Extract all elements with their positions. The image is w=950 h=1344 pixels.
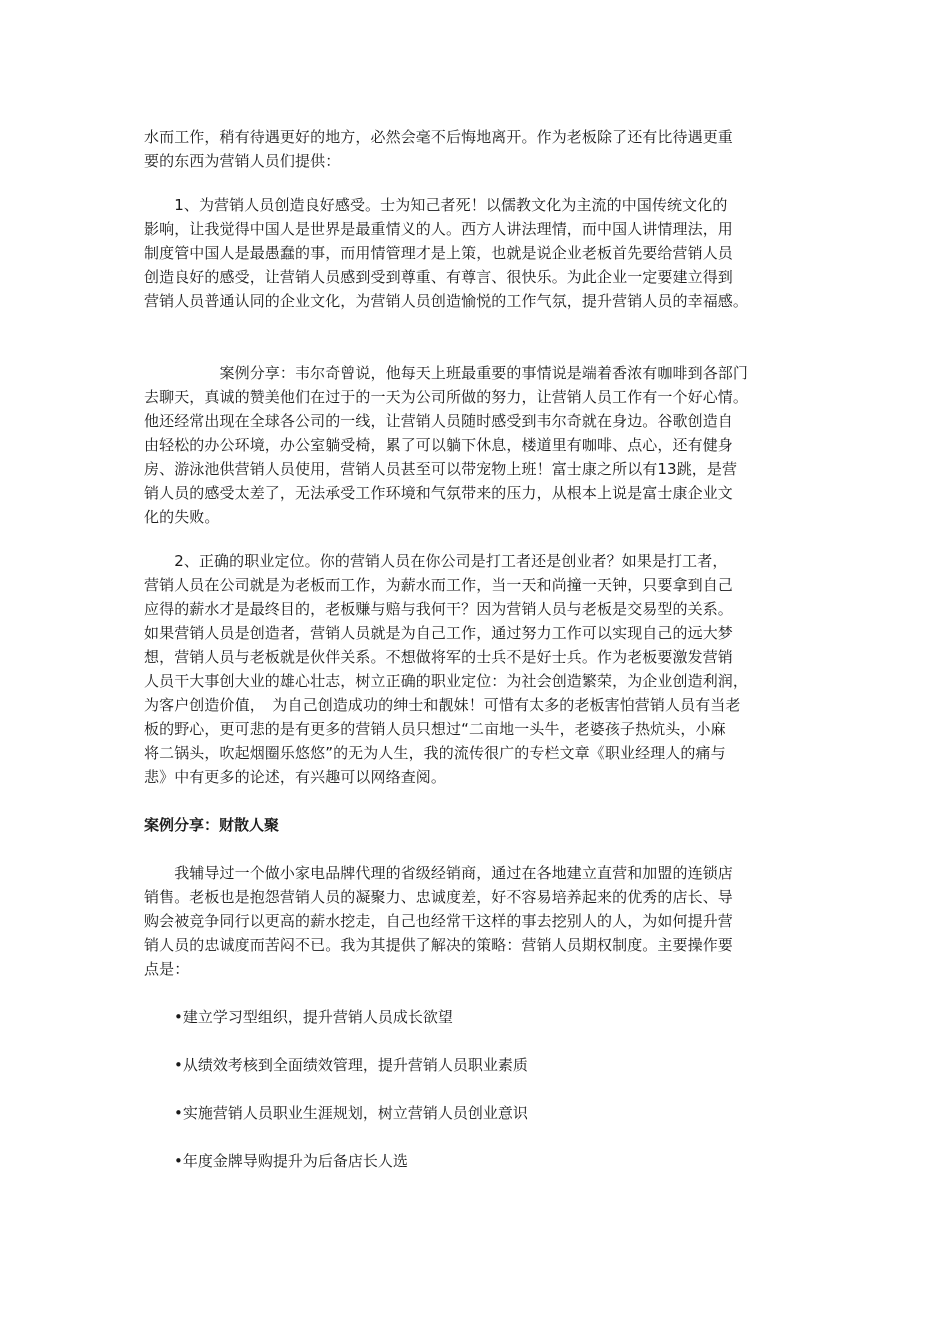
paragraph-case-welch — [144, 361, 812, 529]
text-line: 悲》中有更多的论述，有兴趣可以网络查阅。 — [144, 768, 447, 786]
bullet-item: •年度金牌导购提升为后备店长人选 — [144, 1152, 408, 1170]
text-line: 将二锅头，吹起烟圈乐悠悠”的无为人生，我的流传很广的专栏文章《职业经理人的痛与 — [144, 744, 726, 762]
bullet-item: •从绩效考核到全面绩效管理，提升营销人员职业素质 — [144, 1056, 528, 1074]
bullet-item: •建立学习型组织，提升营销人员成长欲望 — [144, 1008, 453, 1026]
text-line: 1、为营销人员创造良好感受。士为知己者死！以儒教文化为主流的中国传统文化的 — [144, 196, 728, 214]
text-line: 影响，让我觉得中国人是世界是最重情义的人。西方人讲法理情，而中国人讲情理法，用 — [144, 220, 733, 238]
text-line: 由轻松的办公环境，办公室躺受椅，累了可以躺下休息，楼道里有咖啡、点心，还有健身 — [144, 436, 733, 454]
text-line: 房、游泳池供营销人员使用，营销人员甚至可以带宠物上班！富士康之所以有13跳，是营 — [144, 460, 738, 478]
text-line: 2、正确的职业定位。你的营销人员在你公司是打工者还是创业者？如果是打工者， — [144, 552, 728, 570]
section-heading: 案例分享：财散人聚 — [144, 816, 280, 834]
text-line: 销售。老板也是抱怨营销人员的凝聚力、忠诚度差，好不容易培养起来的优秀的店长、导 — [144, 888, 733, 906]
text-line: 我辅导过一个做小家电品牌代理的省级经销商，通过在各地建立直营和加盟的连锁店 — [144, 864, 733, 882]
text-line: 要的东西为营销人员们提供： — [144, 152, 341, 170]
text-line: 化的失败。 — [144, 508, 220, 526]
text-line: 去聊天，真诚的赞美他们在过于的一天为公司所做的努力，让营销人员工作有一个好心情。 — [144, 388, 749, 406]
text-line: 创造良好的感受，让营销人员感到受到尊重、有尊言、很快乐。为此企业一定要建立得到 — [144, 268, 733, 286]
text-line: 制度管中国人是最愚蠢的事，而用情管理才是上策，也就是说企业老板首先要给营销人员 — [144, 244, 733, 262]
paragraph-point-1 — [144, 193, 812, 313]
text-line: 如果营销人员是创造者，营销人员就是为自己工作，通过努力工作可以实现自己的远大梦 — [144, 624, 733, 642]
text-line: 案例分享：韦尔奇曾说，他每天上班最重要的事情说是端着香浓有咖啡到各部门 — [144, 364, 749, 382]
paragraph-case-dealer — [144, 861, 812, 981]
text-line: 水而工作，稍有待遇更好的地方，必然会毫不后悔地离开。作为老板除了还有比待遇更重 — [144, 128, 733, 146]
text-line: 想，营销人员与老板就是伙伴关系。不想做将军的士兵不是好士兵。作为老板要激发营销 — [144, 648, 733, 666]
text-line: 购会被竞争同行以更高的薪水挖走，自己也经常干这样的事去挖别人的人，为如何提升营 — [144, 912, 733, 930]
text-line: 为客户创造价值， 为自己创造成功的绅士和靓妹！可惜有太多的老板害怕营销人员有当老 — [144, 696, 741, 714]
text-line: 应得的薪水才是最终目的，老板赚与赔与我何干？因为营销人员与老板是交易型的关系。 — [144, 600, 733, 618]
text-line: 板的野心，更可悲的是有更多的营销人员只想过“二亩地一头牛，老婆孩子热炕头，小麻 — [144, 720, 726, 738]
bullet-item: •实施营销人员职业生涯规划，树立营销人员创业意识 — [144, 1104, 528, 1122]
text-line: 他还经常出现在全球各公司的一线，让营销人员随时感受到韦尔奇就在身边。谷歌创造自 — [144, 412, 733, 430]
paragraph-point-2 — [144, 549, 812, 789]
text-line: 销人员的感受太差了，无法承受工作环境和气氛带来的压力，从根本上说是富士康企业文 — [144, 484, 733, 502]
document-page — [144, 125, 812, 1173]
text-line: 点是： — [144, 960, 190, 978]
paragraph-intro — [144, 125, 812, 173]
text-line: 营销人员普通认同的企业文化，为营销人员创造愉悦的工作气氛，提升营销人员的幸福感。 — [144, 292, 749, 310]
text-line: 销人员的忠诚度而苦闷不已。我为其提供了解决的策略：营销人员期权制度。主要操作要 — [144, 936, 733, 954]
text-line: 营销人员在公司就是为老板而工作，为薪水而工作，当一天和尚撞一天钟，只要拿到自己 — [144, 576, 733, 594]
text-line: 人员干大事创大业的雄心壮志，树立正确的职业定位：为社会创造繁荣，为企业创造利润， — [144, 672, 749, 690]
